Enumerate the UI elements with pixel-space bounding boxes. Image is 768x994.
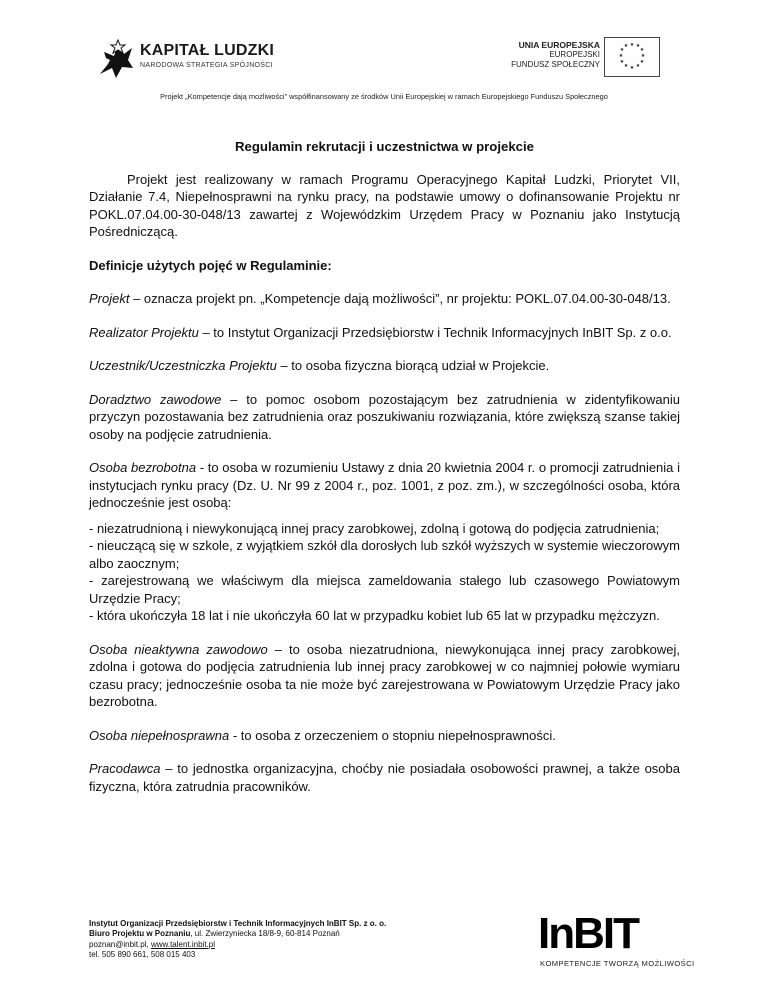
definition-uczestnik <box>89 357 680 375</box>
list-item: - niezatrudnioną i niewykonującą innej pracy zarobkowej, zdolną i gotową do podjęcia zatrudnienia; <box>89 520 660 536</box>
definition-doradztwo <box>89 391 680 444</box>
definition-text: – oznacza projekt pn. „Kompetencje dają możliwości”, nr projektu: POKL.07.04.00-30-048/13. <box>129 291 671 306</box>
definition-term: Osoba niepełnosprawna <box>89 727 230 743</box>
definition-text: – to osoba niezatrudniona, niewykonująca innej pracy zarobkowej, zdolna i gotowa do podjęcia zatrudnienia lub innej pracy zarobkowej w co najmniej połowie wymiaru czasu pracy; jednocześnie osoba ta nie może być zarejestrowana w Powiatowym Urzędzie Pracy jako bezrobotna. <box>89 641 680 709</box>
definition-osoba-niepelnosprawna <box>89 727 680 745</box>
footer-contact <box>89 919 386 961</box>
footer-website-link[interactable]: www.talent.inbit.pl <box>150 939 215 949</box>
footer-separator: , <box>146 939 151 949</box>
svg-text:★: ★ <box>623 43 629 49</box>
definition-osoba-nieaktywna <box>89 641 680 711</box>
document-body <box>89 138 680 811</box>
eu-text <box>511 40 600 70</box>
svg-text:★: ★ <box>629 42 635 48</box>
definition-text: – to Instytut Organizacji Przedsiębiorstw i Technik Informacyjnych InBIT Sp. z o.o. <box>198 324 672 340</box>
inbit-wordmark: InBIT <box>538 909 638 958</box>
footer-office <box>89 929 386 939</box>
eu-line-2: EUROPEJSKI <box>549 50 600 59</box>
list-item: - zarejestrowaną we właściwym dla miejsca zameldowania stałego lub czasowego Powiatowym Urzędzie Pracy; <box>89 573 680 606</box>
definition-text: - to osoba z orzeczeniem o stopniu niepełnosprawności. <box>229 727 556 743</box>
eu-line-1: UNIA EUROPEJSKA <box>518 40 600 50</box>
definition-term: Realizator Projektu <box>89 324 199 340</box>
definition-term: Osoba bezrobotna <box>89 460 197 475</box>
definition-text: – to osoba fizyczna biorącą udział w Projekcie. <box>276 358 550 373</box>
svg-text:★: ★ <box>623 63 629 69</box>
document-title: Regulamin rekrutacji i uczestnictwa w projekcie <box>234 139 535 154</box>
svg-text:★: ★ <box>635 43 641 49</box>
intro-paragraph: Projekt jest realizowany w ramach Programu Operacyjnego Kapitał Ludzki, Priorytet VII, Działanie 7.4, Niepełnosprawni na rynku pracy, na podstawie umowy o dofinansowanie Projektu nr POKL.07.04.00-30-048/13 zawartej z Wojewódzkim Urzędem Pracy w Poznaniu jako Instytucją Pośredniczącą. <box>89 171 680 239</box>
svg-text:★: ★ <box>629 65 635 71</box>
definition-text: – to jednostka organizacyjna, choćby nie posiadała osobowości prawnej, a także osoba fizyczna, która zatrudnia pracowników. <box>89 761 680 794</box>
project-cofinancing-note: Projekt „Kompetencje dają możliwości” współfinansowany ze środków Unii Europejskiej w ramach Europejskiego Funduszu Społecznego <box>160 92 608 101</box>
footer-company: Instytut Organizacji Przedsiębiorstw i Technik Informacyjnych InBIT Sp. z o. o. <box>89 919 387 928</box>
kapital-ludzki-emblem-icon <box>98 34 134 80</box>
definition-realizator <box>89 324 680 342</box>
logo-subtitle: NARODOWA STRATEGIA SPÓJNOŚCI <box>140 62 273 69</box>
footer-address: , ul. Zwierzyniecka 18/8-9, 60-814 Poznań <box>190 929 340 939</box>
svg-text:★: ★ <box>639 47 645 53</box>
list-item: - która ukończyła 18 lat i nie ukończyła 60 lat w przypadku kobiet lub 65 lat w przypadku mężczyzn. <box>89 608 660 623</box>
svg-text:★: ★ <box>618 53 624 59</box>
definition-term: Pracodawca <box>89 761 161 776</box>
svg-text:★: ★ <box>640 53 646 59</box>
footer-email[interactable]: poznan@inbit.pl <box>89 939 147 949</box>
eu-logo <box>498 37 668 79</box>
kapital-ludzki-logo <box>98 34 275 80</box>
definitions-heading: Definicje użytych pojęć w Regulaminie: <box>89 257 332 273</box>
list-item: - nieuczącą się w szkole, z wyjątkiem szkół dla dorosłych lub szkół wyższych w systemie wieczorowym albo zaocznym; <box>89 538 680 571</box>
svg-text:★: ★ <box>619 59 625 65</box>
definition-term: Projekt <box>89 291 130 306</box>
logo-title: KAPITAŁ LUDZKI <box>140 42 275 59</box>
definition-text: - to osoba w rozumieniu Ustawy z dnia 20 kwietnia 2004 r. o promocji zatrudnienia i instytucjach rynku pracy (Dz. U. Nr 99 z 2004 r., poz. 1001, z poz. zm.), w szczególności osoba, która jednocześnie jest osobą: <box>89 460 680 510</box>
eu-line-3: FUNDUSZ SPOŁECZNY <box>511 60 600 69</box>
svg-text:★: ★ <box>635 63 641 69</box>
definition-osoba-bezrobotna <box>89 459 680 512</box>
definition-projekt <box>89 290 680 308</box>
definition-pracodawca <box>89 760 680 795</box>
footer-links <box>89 940 386 950</box>
svg-text:★: ★ <box>639 59 645 65</box>
definition-text: – to pomoc osobom pozostającym bez zatrudnienia w zidentyfikowaniu przyczyn pozostawania bez zatrudnienia oraz poszukiwaniu rozwiązania, które zwiększą szanse takiej osoby na podjęcie zatrudnienia. <box>89 391 680 442</box>
eu-flag-icon <box>604 37 660 77</box>
definition-term: Doradztwo zawodowe <box>89 391 222 407</box>
unemployed-criteria-list <box>89 520 680 625</box>
footer-office-name: Biuro Projektu w Poznaniu <box>89 929 191 939</box>
definition-term: Osoba nieaktywna zawodowo <box>89 641 268 657</box>
inbit-logo <box>534 911 704 973</box>
footer-phone: tel. 505 890 661, 508 015 403 <box>89 950 196 960</box>
svg-text:★: ★ <box>619 47 625 53</box>
definition-term: Uczestnik/Uczestniczka Projektu <box>89 358 277 373</box>
inbit-slogan: KOMPETENCJE TWORZĄ MOŻLIWOŚCI <box>540 959 695 968</box>
